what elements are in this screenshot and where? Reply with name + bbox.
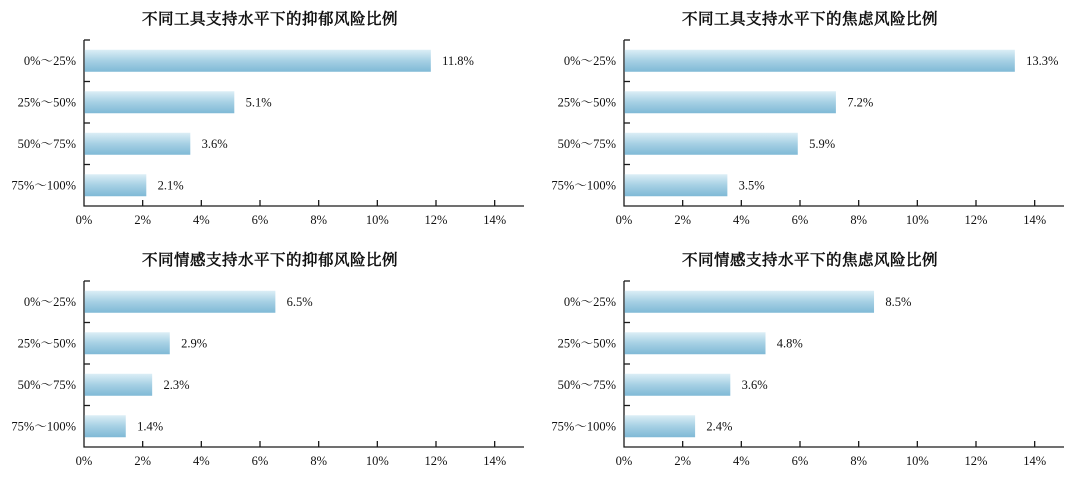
value-label: 2.4%: [706, 419, 733, 434]
x-tick-label: 6%: [791, 213, 809, 227]
bar: [85, 332, 170, 354]
value-label: 4.8%: [776, 336, 803, 351]
value-label: 13.3%: [1026, 54, 1059, 69]
x-tick-label: 2%: [134, 454, 152, 468]
x-tick-label: 0%: [75, 454, 93, 468]
chart-tool-support-depression: [0, 0, 540, 241]
x-tick-label: 14%: [1023, 454, 1047, 468]
value-label: 2.3%: [163, 378, 190, 393]
x-tick-label: 4%: [732, 454, 750, 468]
chart-plot: [0, 0, 540, 241]
chart-emotional-support-anxiety: [540, 241, 1080, 483]
x-tick-label: 14%: [483, 213, 507, 227]
category-label: 0%～25%: [23, 295, 76, 310]
x-tick-label: 12%: [424, 454, 448, 468]
x-tick-label: 8%: [310, 213, 328, 227]
x-tick-label: 14%: [1023, 213, 1047, 227]
x-tick-label: 12%: [424, 213, 448, 227]
category-label: 25%～50%: [17, 95, 76, 110]
bar: [625, 50, 1015, 72]
x-tick-label: 10%: [365, 454, 389, 468]
category-label: 25%～50%: [557, 95, 616, 110]
bar: [85, 374, 152, 396]
category-label: 0%～25%: [23, 54, 76, 69]
bar: [625, 291, 874, 313]
x-tick-label: 2%: [674, 213, 692, 227]
category-label: 50%～75%: [17, 137, 76, 152]
bar: [625, 332, 766, 354]
x-tick-label: 2%: [134, 213, 152, 227]
category-label: 75%～100%: [551, 178, 616, 193]
value-label: 3.6%: [201, 137, 228, 152]
chart-plot: [540, 0, 1080, 241]
value-label: 3.5%: [738, 178, 765, 193]
category-label: 0%～25%: [563, 54, 616, 69]
category-label: 50%～75%: [557, 378, 616, 393]
value-label: 3.6%: [741, 378, 768, 393]
chart-tool-support-anxiety: [540, 0, 1080, 241]
chart-title: 不同工具支持水平下的抑郁风险比例: [141, 11, 398, 28]
bar: [85, 91, 235, 113]
category-label: 0%～25%: [563, 295, 616, 310]
chart-title: 不同情感支持水平下的抑郁风险比例: [141, 252, 398, 269]
value-label: 11.8%: [442, 54, 474, 69]
x-tick-label: 6%: [251, 454, 269, 468]
x-tick-label: 8%: [310, 454, 328, 468]
bar: [85, 291, 276, 313]
bar: [625, 374, 731, 396]
category-label: 25%～50%: [557, 336, 616, 351]
bar: [85, 133, 191, 155]
bar: [625, 174, 728, 196]
chart-plot: [540, 241, 1080, 483]
x-tick-label: 0%: [75, 213, 93, 227]
chart-emotional-support-depression: [0, 241, 540, 483]
x-tick-label: 10%: [905, 213, 929, 227]
category-label: 75%～100%: [551, 419, 616, 434]
x-tick-label: 0%: [615, 213, 633, 227]
chart-title: 不同工具支持水平下的焦虑风险比例: [681, 11, 938, 28]
bar: [85, 50, 431, 72]
x-tick-label: 8%: [850, 454, 868, 468]
category-label: 75%～100%: [11, 178, 76, 193]
x-tick-label: 10%: [905, 454, 929, 468]
x-tick-label: 4%: [192, 454, 210, 468]
x-tick-label: 2%: [674, 454, 692, 468]
value-label: 6.5%: [286, 295, 313, 310]
x-tick-label: 12%: [964, 213, 988, 227]
x-tick-label: 6%: [791, 454, 809, 468]
x-tick-label: 0%: [615, 454, 633, 468]
x-tick-label: 4%: [192, 213, 210, 227]
value-label: 5.9%: [809, 137, 836, 152]
category-label: 50%～75%: [557, 137, 616, 152]
x-tick-label: 12%: [964, 454, 988, 468]
x-tick-label: 8%: [850, 213, 868, 227]
bar: [625, 91, 836, 113]
x-tick-label: 10%: [365, 213, 389, 227]
bar: [85, 174, 147, 196]
bar: [85, 415, 126, 437]
value-label: 2.9%: [181, 336, 208, 351]
category-label: 50%～75%: [17, 378, 76, 393]
bar: [625, 415, 695, 437]
x-tick-label: 6%: [251, 213, 269, 227]
chart-plot: [0, 241, 540, 483]
value-label: 7.2%: [847, 95, 874, 110]
value-label: 5.1%: [245, 95, 272, 110]
value-label: 2.1%: [157, 178, 184, 193]
chart-title: 不同情感支持水平下的焦虑风险比例: [681, 252, 938, 269]
category-label: 75%～100%: [11, 419, 76, 434]
value-label: 8.5%: [885, 295, 912, 310]
value-label: 1.4%: [137, 419, 164, 434]
x-tick-label: 4%: [732, 213, 750, 227]
category-label: 25%～50%: [17, 336, 76, 351]
x-tick-label: 14%: [483, 454, 507, 468]
bar: [625, 133, 798, 155]
